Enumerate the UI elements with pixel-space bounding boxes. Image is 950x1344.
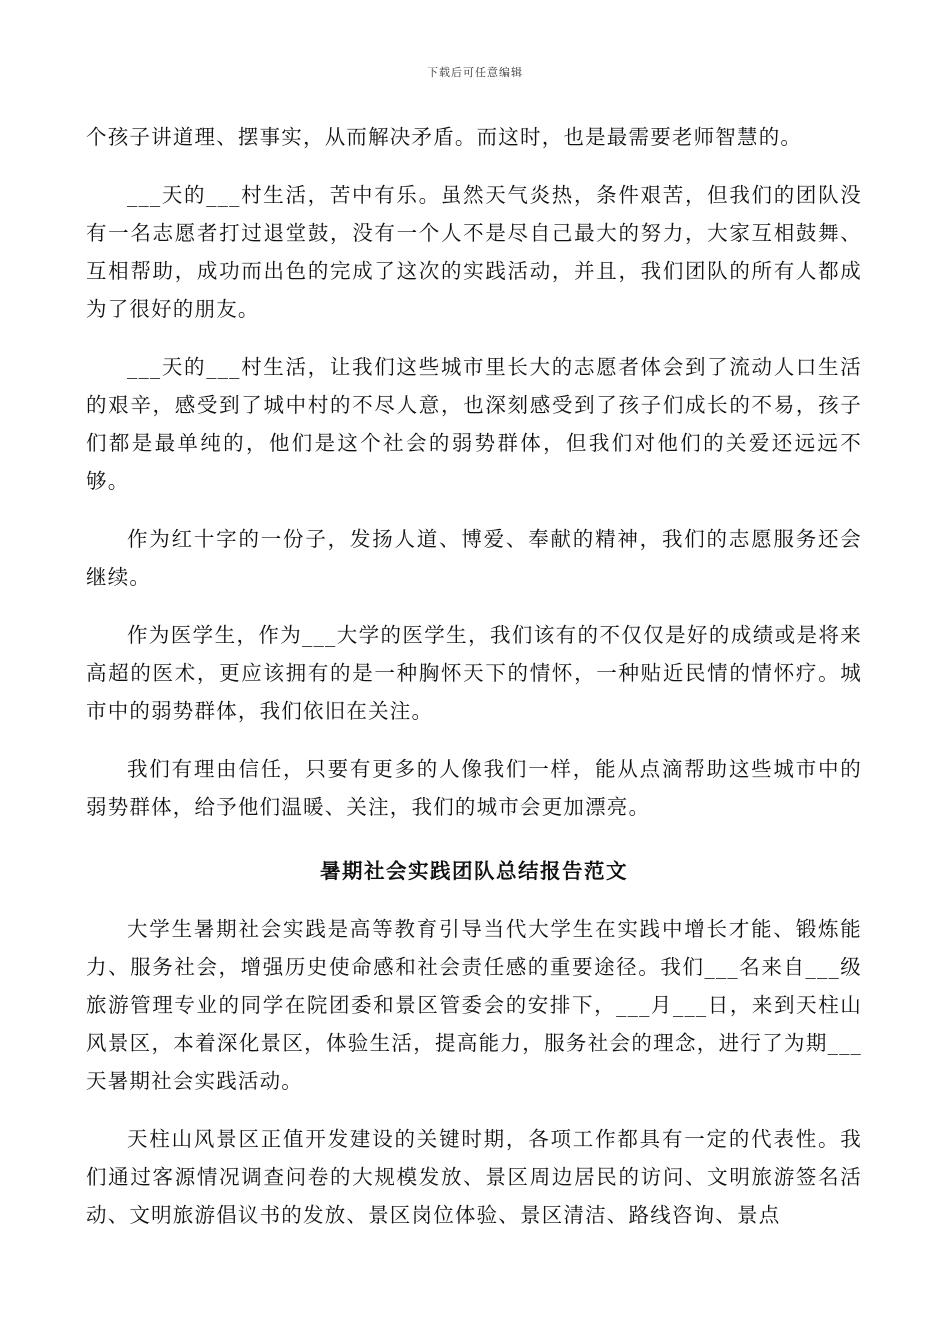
paragraph: 作为红十字的一份子，发扬人道、博爱、奉献的精神，我们的志愿服务还会继续。 <box>86 527 862 589</box>
paragraph: ___天的___村生活，苦中有乐。虽然天气炎热，条件艰苦，但我们的团队没有一名志愿者打过退堂鼓，没有一个人不是尽自己最大的努力，大家互相鼓舞、互相帮助，成功而出色的完成了这次的实践活动，并且，我们团队的所有人都成为了很好的朋友。 <box>86 183 862 321</box>
paragraph: 我们有理由信任，只要有更多的人像我们一样，能从点滴帮助这些城市中的弱势群体，给予他们温暖、关注，我们的城市会更加漂亮。 <box>86 757 862 819</box>
paragraph: 大学生暑期社会实践是高等教育引导当代大学生在实践中增长才能、锻炼能力、服务社会，增强历史使命感和社会责任感的重要途径。我们___名来自___级旅游管理专业的同学在院团委和景区管委会的安排下，___月___日，来到天柱山风景区，本着深化景区，体验生活，提高能力，服务社会的理念，进行了为期___天暑期社会实践活动。 <box>86 917 862 1093</box>
paragraph: 天柱山风景区正值开发建设的关键时期，各项工作都具有一定的代表性。我们通过客源情况调查问卷的大规模发放、景区周边居民的访问、文明旅游签名活动、文明旅游倡议书的发放、景区岗位体验、景区清洁、路线咨询、景点 <box>86 1127 862 1227</box>
paragraph: 作为医学生，作为___大学的医学生，我们该有的不仅仅是好的成绩或是将来高超的医术，更应该拥有的是一种胸怀天下的情怀，一种贴近民情的情怀疗。城市中的弱势群体，我们依旧在关注。 <box>86 623 862 723</box>
paragraph-continuation: 个孩子讲道理、摆事实，从而解决矛盾。而这时，也是最需要老师智慧的。 <box>86 125 803 149</box>
page-header-note: 下载后可任意编辑 <box>427 66 523 79</box>
paragraph: ___天的___村生活，让我们这些城市里长大的志愿者体会到了流动人口生活的艰辛，感受到了城中村的不尽人意，也深刻感受到了孩子们成长的不易，孩子们都是最单纯的，他们是这个社会的弱势群体，但我们对他们的关爱还远远不够。 <box>86 355 862 493</box>
document-body <box>86 118 862 1234</box>
section-title: 暑期社会实践团队总结报告范文 <box>320 859 628 883</box>
